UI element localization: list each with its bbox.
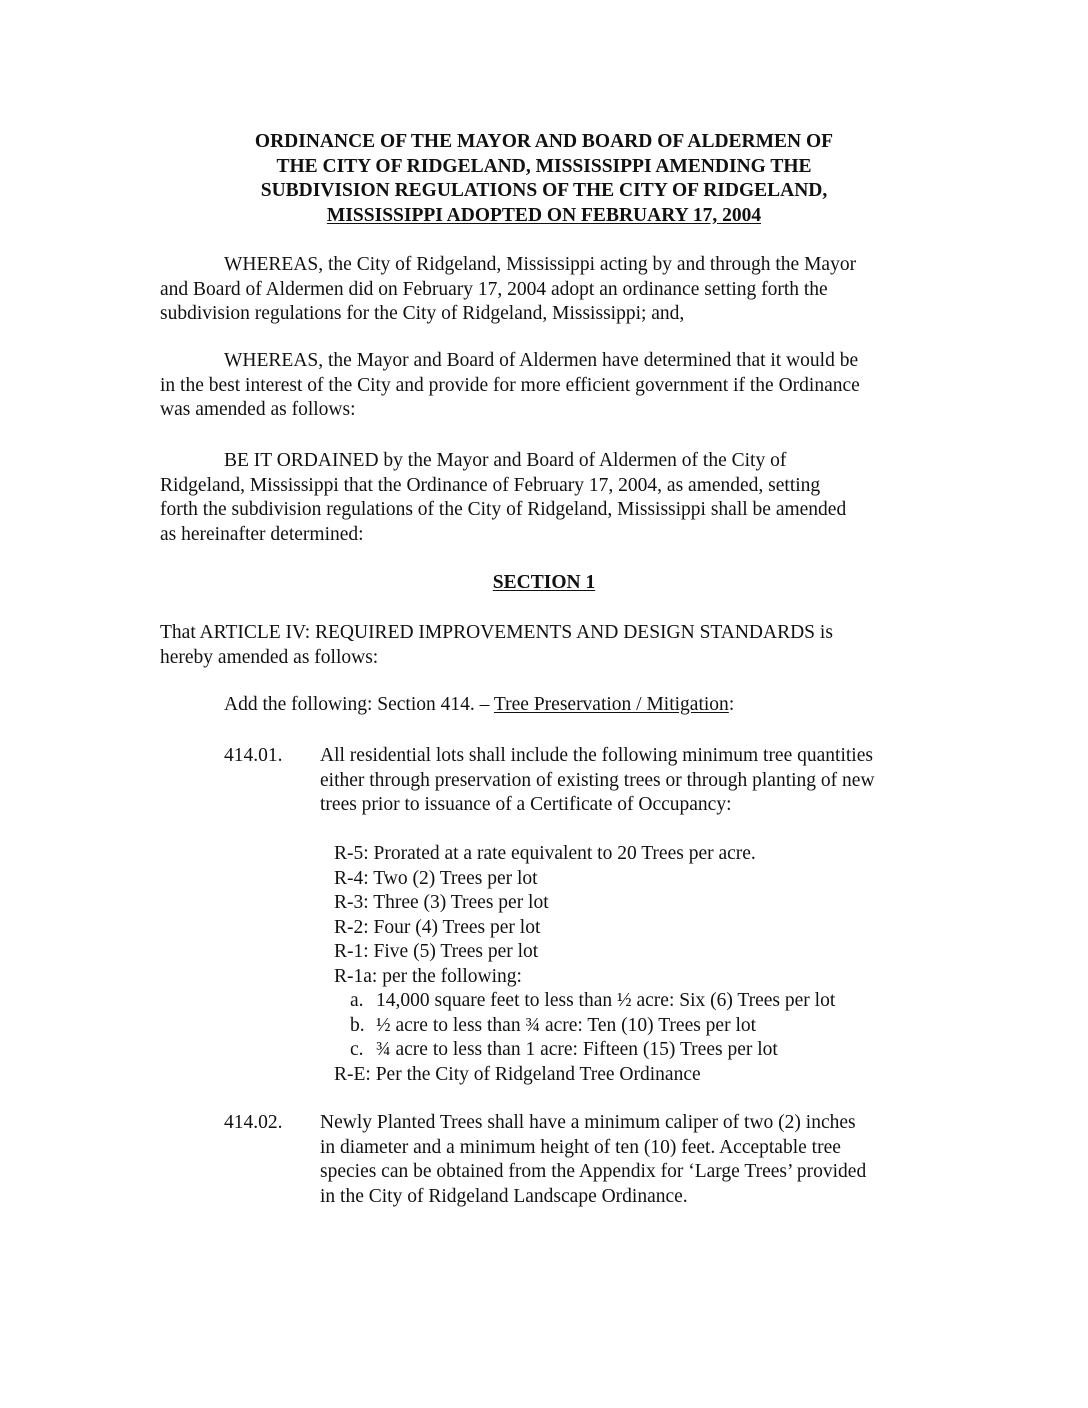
zone-r1a: R-1a: per the following: [334,965,522,987]
sub-letter: a. [350,990,364,1011]
sub-letter: c. [350,1039,364,1060]
zone-r4: R-4: Two (2) Trees per lot [334,867,538,889]
zone-tree-requirements-list [334,842,835,1087]
item-line: either through preservation of existing trees or through planting of new [320,769,875,791]
add-line [160,693,940,718]
zone-r1a-sub-b [334,1014,835,1039]
section-heading-text: SECTION 1 [492,572,596,593]
add-line-suffix: : [728,694,735,715]
zone-re: R-E: Per the City of Ridgeland Tree Ordinance [334,1063,701,1085]
sub-text: ¾ acre to less than 1 acre: Fifteen (15) Trees per lot [376,1039,778,1060]
paragraph-line: That ARTICLE IV: REQUIRED IMPROVEMENTS AND DESIGN STANDARDS is [160,622,833,643]
paragraph-line: was amended as follows: [160,399,356,420]
paragraph-line: Ridgeland, Mississippi that the Ordinance of February 17, 2004, as amended, setting [160,474,821,496]
paragraph-line: forth the subdivision regulations of the City of Ridgeland, Mississippi shall be amended [160,499,847,520]
zone-r3: R-3: Three (3) Trees per lot [334,892,549,913]
item-number-414-01: 414.01. [224,745,283,766]
paragraph-line: WHEREAS, the Mayor and Board of Aldermen have determined that it would be [224,350,859,371]
paragraph-line: hereby amended as follows: [160,646,379,668]
zone-r5: R-5: Prorated at a rate equivalent to 20 Trees per acre. [334,843,756,864]
section-heading [0,571,1088,595]
item-line: in the City of Ridgeland Landscape Ordinance. [320,1185,688,1207]
zone-r2: R-2: Four (4) Trees per lot [334,916,541,938]
paragraph-line: in the best interest of the City and provide for more efficient government if the Ordinance [160,374,860,396]
section-414-title: Tree Preservation / Mitigation [493,694,729,715]
paragraph-line: WHEREAS, the City of Ridgeland, Mississippi acting by and through the Mayor [224,254,857,275]
title-line: THE CITY OF RIDGELAND, MISSISSIPPI AMENDING THE [276,155,812,177]
paragraph-line: BE IT ORDAINED by the Mayor and Board of Aldermen of the City of [224,450,787,471]
zone-r1: R-1: Five (5) Trees per lot [334,941,539,962]
item-line: species can be obtained from the Appendix for ‘Large Trees’ provided [320,1161,867,1182]
whereas-paragraph-2 [160,349,940,423]
sub-text: ½ acre to less than ¾ acre: Ten (10) Trees per lot [376,1014,757,1036]
item-line: All residential lots shall include the following minimum tree quantities [320,745,873,766]
title-line: ORDINANCE OF THE MAYOR AND BOARD OF ALDERMEN OF [254,131,834,152]
title-line: SUBDIVISION REGULATIONS OF THE CITY OF RIDGELAND, [260,180,828,201]
ordinance-title [150,130,938,228]
item-414-01-text [320,744,875,818]
item-line: in diameter and a minimum height of ten (10) feet. Acceptable tree [320,1136,841,1158]
item-number-414-02: 414.02. [224,1112,283,1133]
item-line: trees prior to issuance of a Certificate of Occupancy: [320,794,732,815]
item-414-02-text [320,1111,866,1209]
zone-r1a-sub-c [334,1038,835,1063]
article-paragraph [160,621,940,670]
zone-r1a-sub-a [334,989,835,1014]
item-line: Newly Planted Trees shall have a minimum caliper of two (2) inches [320,1112,856,1133]
title-line: MISSISSIPPI ADOPTED ON FEBRUARY 17, 2004 [326,204,762,226]
paragraph-line: as hereinafter determined: [160,523,364,545]
whereas-paragraph-1 [160,253,940,327]
sub-text: 14,000 square feet to less than ½ acre: Six (6) Trees per lot [376,990,836,1011]
paragraph-line: and Board of Aldermen did on February 17, 2004 adopt an ordinance setting forth the [160,278,828,300]
add-line-prefix: Add the following: Section 414. – [224,694,494,715]
sub-letter: b. [350,1014,365,1036]
add-following-line [160,693,940,718]
ordained-paragraph [160,449,940,547]
paragraph-line: subdivision regulations for the City of Ridgeland, Mississippi; and, [160,303,685,324]
